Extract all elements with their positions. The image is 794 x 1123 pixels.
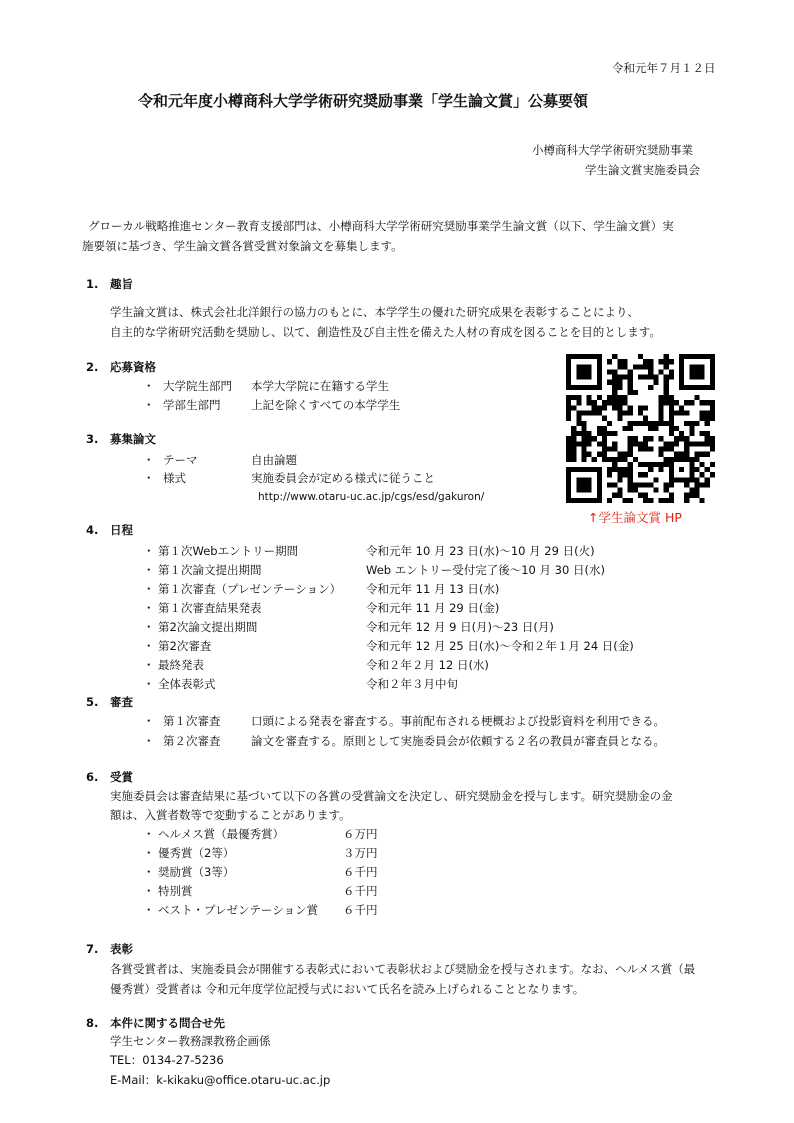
section-2-heading: 応募資格 xyxy=(110,360,156,374)
schedule-date: 令和元年 12 月 25 日(水)～令和２年１月 24 日(金) xyxy=(366,639,634,653)
issuer-line-2: 学生論文賞実施委員会 xyxy=(585,163,700,177)
section-7-number: 7. xyxy=(86,942,99,956)
bullet: ・ xyxy=(143,563,155,577)
schedule-label: 第１次審査結果発表 xyxy=(158,601,262,615)
schedule-label: 第１次論文提出期間 xyxy=(158,563,262,577)
paper-label: テーマ xyxy=(163,453,198,467)
bullet: ・ xyxy=(143,884,155,898)
review-label: 第２次審査 xyxy=(163,734,221,748)
award-name: 奨励賞（3等） xyxy=(158,865,235,879)
bullet: ・ xyxy=(143,714,155,728)
schedule-label: 第2次論文提出期間 xyxy=(158,620,258,634)
section-8-heading: 本件に関する問合せ先 xyxy=(110,1016,225,1030)
contact-email[interactable]: E-Mail：k-kikaku@office.otaru-uc.ac.jp xyxy=(110,1073,331,1087)
schedule-date: Web エントリー受付完了後～10 月 30 日(水) xyxy=(366,563,605,577)
section-6-heading: 受賞 xyxy=(110,770,133,784)
bullet: ・ xyxy=(143,827,155,841)
section-7-heading: 表彰 xyxy=(110,942,133,956)
section-6-number: 6. xyxy=(86,770,99,784)
document-date: 令和元年７月１２日 xyxy=(612,61,716,75)
bullet: ・ xyxy=(143,734,155,748)
section-1-heading: 趣旨 xyxy=(110,277,133,291)
section-1-number: 1. xyxy=(86,277,99,291)
section-7-line-2: 優秀賞）受賞者は 令和元年度学位記授与式において氏名を読み上げられることとなります。 xyxy=(110,982,585,996)
contact-office: 学生センター教務課教務企画係 xyxy=(110,1034,271,1048)
qr-code-image xyxy=(566,354,715,503)
section-3-heading: 募集論文 xyxy=(110,432,156,446)
award-name: 特別賞 xyxy=(158,884,193,898)
bullet: ・ xyxy=(143,865,155,879)
section-6-line-1: 実施委員会は審査結果に基づいて以下の各賞の受賞論文を決定し、研究奨励金を授与します。研究奨励金の金 xyxy=(110,789,673,803)
section-2-number: 2. xyxy=(86,360,99,374)
schedule-label: 第１次Webエントリー期間 xyxy=(158,544,299,558)
section-6-line-2: 額は、入賞者数等で変動することがあります。 xyxy=(110,808,351,822)
bullet: ・ xyxy=(143,658,155,672)
award-amount: ６千円 xyxy=(343,865,378,879)
intro-line-2: 施要領に基づき、学生論文賞各賞受賞対象論文を募集します。 xyxy=(82,239,403,253)
award-amount: ６万円 xyxy=(343,827,378,841)
award-amount: ６千円 xyxy=(343,884,378,898)
eligibility-label: 学部生部門 xyxy=(163,398,221,412)
intro-line-1: グローカル戦略推進センター教育支援部門は、小樽商科大学学術研究奨励事業学生論文賞（以下、学生論文賞）実 xyxy=(88,219,674,233)
bullet: ・ xyxy=(143,903,155,917)
eligibility-value: 本学大学院に在籍する学生 xyxy=(251,379,389,393)
section-5-heading: 審査 xyxy=(110,695,133,709)
eligibility-label: 大学院生部門 xyxy=(163,379,232,393)
bullet: ・ xyxy=(143,379,155,393)
schedule-label: 第2次審査 xyxy=(158,639,212,653)
gakuron-url-link[interactable]: http://www.otaru-uc.ac.jp/cgs/esd/gakuron/ xyxy=(258,491,485,503)
schedule-label: 全体表彰式 xyxy=(158,677,216,691)
section-1-line-1: 学生論文賞は、株式会社北洋銀行の協力のもとに、本学学生の優れた研究成果を表彰することにより、 xyxy=(110,305,639,319)
review-value: 口頭による発表を審査する。事前配布される梗概および投影資料を利用できる。 xyxy=(251,714,665,728)
award-amount: ６千円 xyxy=(343,903,378,917)
schedule-date: 令和元年 10 月 23 日(水)～10 月 29 日(火) xyxy=(366,544,595,558)
eligibility-value: 上記を除くすべての本学学生 xyxy=(251,398,401,412)
schedule-date: 令和元年 12 月 9 日(月)～23 日(月) xyxy=(366,620,554,634)
qr-caption: ↑学生論文賞 HP xyxy=(588,510,682,525)
section-1-line-2: 自主的な学術研究活動を奨励し、以て、創造性及び自主性を備えた人材の育成を図ることを目的とします。 xyxy=(110,325,661,339)
schedule-date: 令和２年３月中旬 xyxy=(366,677,458,691)
section-4-number: 4. xyxy=(86,523,99,537)
bullet: ・ xyxy=(143,471,155,485)
award-name: ベスト・プレゼンテーション賞 xyxy=(158,903,319,917)
bullet: ・ xyxy=(143,846,155,860)
paper-value: 実施委員会が定める様式に従うこと xyxy=(251,471,435,485)
bullet: ・ xyxy=(143,544,155,558)
section-7-line-1: 各賞受賞者は、実施委員会が開催する表彰式において表彰状および奨励金を授与されます。なお、ヘルメス賞（最 xyxy=(110,962,696,976)
section-4-heading: 日程 xyxy=(110,523,133,537)
schedule-date: 令和元年 11 月 29 日(金) xyxy=(366,601,500,615)
paper-label: 様式 xyxy=(163,471,186,485)
schedule-date: 令和２年２月 12 日(水) xyxy=(366,658,489,672)
contact-phone: TEL：0134-27-5236 xyxy=(110,1053,224,1067)
paper-value: 自由論題 xyxy=(251,453,297,467)
award-name: 優秀賞（2等） xyxy=(158,846,235,860)
award-amount: ３万円 xyxy=(343,846,378,860)
schedule-label: 第１次審査（プレゼンテーション） xyxy=(158,582,342,596)
bullet: ・ xyxy=(143,453,155,467)
section-8-number: 8. xyxy=(86,1016,99,1030)
schedule-date: 令和元年 11 月 13 日(水) xyxy=(366,582,500,596)
section-3-number: 3. xyxy=(86,432,99,446)
issuer-line-1: 小樽商科大学学術研究奨励事業 xyxy=(532,143,693,157)
bullet: ・ xyxy=(143,601,155,615)
bullet: ・ xyxy=(143,677,155,691)
bullet: ・ xyxy=(143,398,155,412)
document-title: 令和元年度小樽商科大学学術研究奨励事業「学生論文賞」公募要領 xyxy=(138,92,589,110)
bullet: ・ xyxy=(143,620,155,634)
bullet: ・ xyxy=(143,639,155,653)
award-name: ヘルメス賞（最優秀賞） xyxy=(158,827,285,841)
schedule-label: 最終発表 xyxy=(158,658,204,672)
bullet: ・ xyxy=(143,582,155,596)
review-value: 論文を審査する。原則として実施委員会が依頼する２名の教員が審査員となる。 xyxy=(251,734,665,748)
section-5-number: 5. xyxy=(86,695,99,709)
review-label: 第１次審査 xyxy=(163,714,221,728)
